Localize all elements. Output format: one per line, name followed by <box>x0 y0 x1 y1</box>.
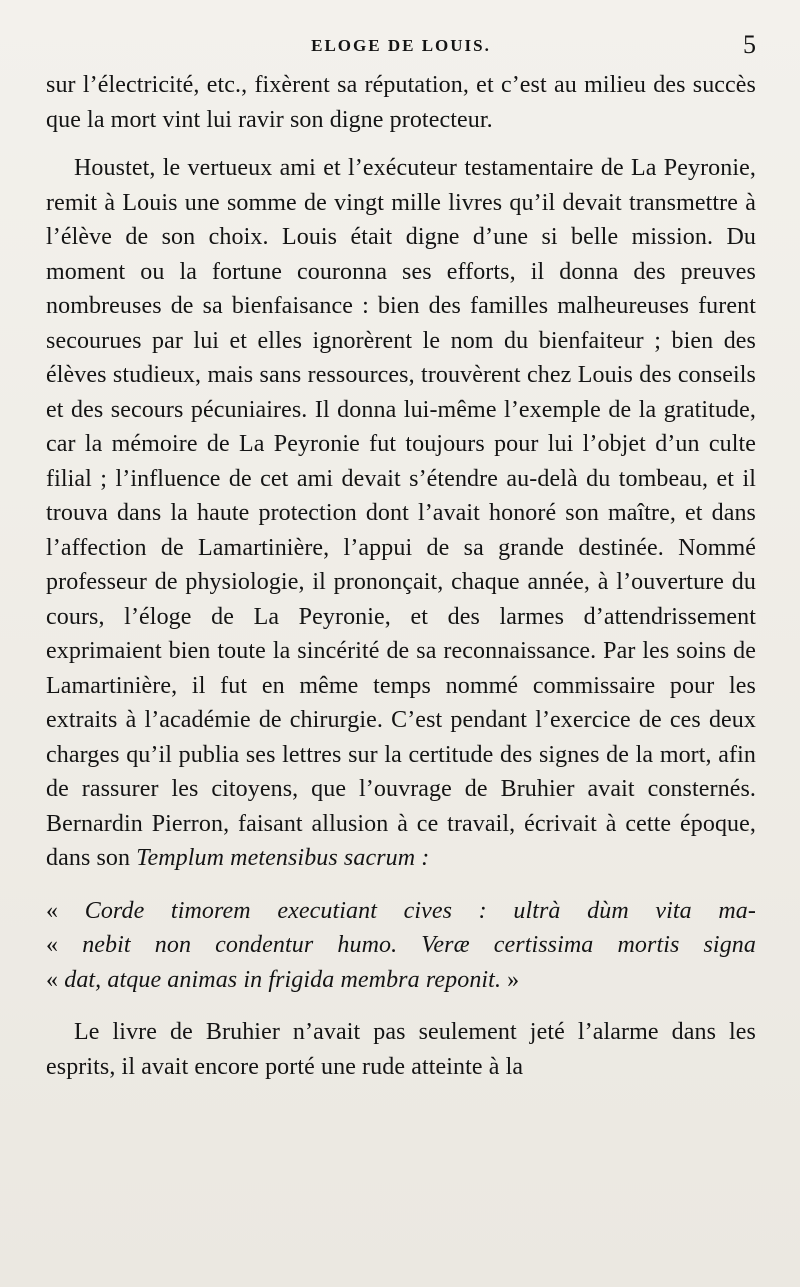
body-text <box>46 68 756 1084</box>
quote-text-1: Corde timorem executiant cives : ultrà dùm vita ma- <box>84 897 756 924</box>
running-head <box>46 28 756 68</box>
paragraph-houstet-text: Houstet, le vertueux ami et l’exécuteur testamentaire de La Peyronie, remit à Louis une somme de vingt mille livres qu’il devait transmettre à l’élève de son choix. Louis était digne d’une si belle mission. Du moment ou la fortune couronna ses efforts, il donna des preuves nombreuses de sa bienfaisance : bien des familles malheureuses furent secourues par lui et elles ignorèrent le nom du bienfaiteur ; bien des élèves studieux, mais sans ressources, trouvèrent chez Louis des conseils et des secours pécuniaires. Il donna lui-même l’exemple de la gratitude, car la mémoire de La Peyronie fut toujours pour lui l’objet d’un culte filial ; l’influence de cet ami devait s’étendre au-delà du tombeau, et il trouva dans la haute protection dont l’avait honoré son maître, et dans l’affection de Lamartinière, l’appui de sa grande destinée. Nommé professeur de physiologie, il prononçait, chaque année, à l’ouverture du cours, l’éloge de La Peyronie, et des larmes d’attendrissement exprimaient bien toute la sincérité de sa reconnaissance. Par les soins de Lamartinière, il fut en même temps nommé commissaire pour les extraits à l’académie de chirurgie. C’est pendant l’exercice de ces deux charges qu’il publia ses lettres sur la certitude des signes de la mort, afin de rassurer les citoyens, que l’ouvrage de Bruhier avait consternés. Bernardin Pierron, faisant allusion à ce travail, écrivait à cette époque, dans son <box>46 155 756 871</box>
quote-close-mark: » <box>507 966 520 993</box>
paragraph-houstet <box>46 151 756 876</box>
quote-line-1 <box>46 894 756 929</box>
page-number: 5 <box>743 30 756 59</box>
quote-mark: « <box>46 897 59 924</box>
quote-line-2 <box>46 928 756 963</box>
running-title: ELOGE DE LOUIS. <box>311 36 491 55</box>
paragraph-continuation: sur l’électricité, etc., fixèrent sa réputation, et c’est au milieu des succès que la mort vint lui ravir son digne protecteur. <box>46 72 756 133</box>
quote-mark: « <box>46 932 59 958</box>
latin-quotation <box>46 894 756 998</box>
quote-text-2: nebit non condentur humo. Veræ certissima mortis signa <box>82 932 756 958</box>
latin-title: Templum metensibus sacrum : <box>136 845 430 871</box>
quote-line-3 <box>46 963 756 998</box>
quote-text-3: dat, atque animas in frigida membra reponit. <box>64 966 502 993</box>
paragraph-bruhier: Le livre de Bruhier n’avait pas seulement jeté l’alarme dans les esprits, il avait encore porté une rude atteinte à la <box>46 1019 756 1080</box>
quote-mark: « <box>46 966 59 993</box>
